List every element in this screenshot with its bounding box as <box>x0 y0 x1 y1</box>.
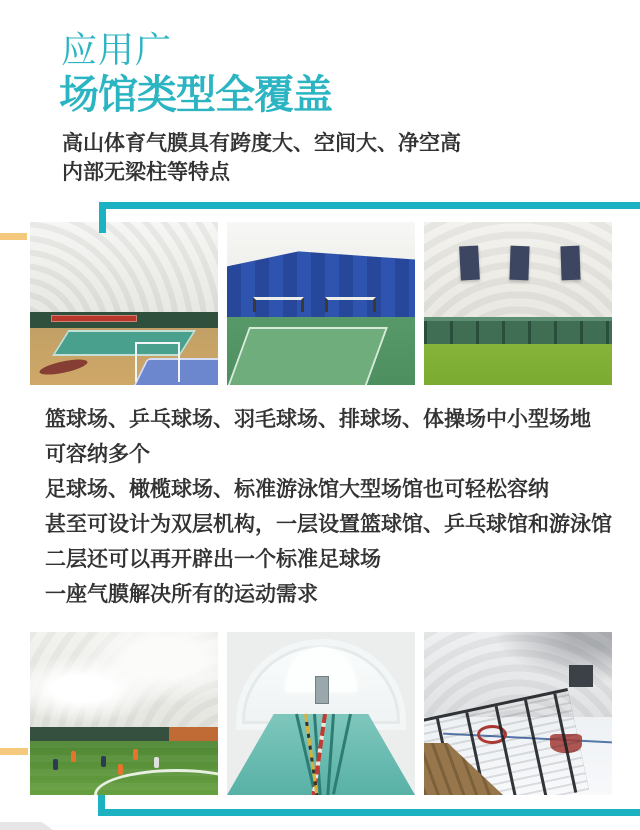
player-figure <box>154 757 159 768</box>
bottom-bracket-horizontal-bar <box>98 809 640 816</box>
soccer-field-dome-photo <box>30 632 218 795</box>
dome-ceiling <box>30 632 218 727</box>
intro-line-2: 内部无梁柱等特点 <box>62 161 230 184</box>
badminton-net <box>325 297 376 312</box>
red-banner <box>51 315 137 322</box>
body-paragraph <box>45 402 620 612</box>
player-figure <box>118 764 123 775</box>
orange-wall-section <box>169 727 218 742</box>
top-bracket-horizontal-bar <box>99 202 640 209</box>
player-figure <box>101 756 106 767</box>
soccer-turf <box>30 741 218 795</box>
field-line-arc <box>94 769 218 795</box>
goal-frame <box>135 342 180 382</box>
gray-corner-shape <box>0 822 53 830</box>
badminton-courts-dome-photo <box>227 222 415 385</box>
green-wall-band <box>30 727 218 742</box>
hanging-banner <box>561 246 581 281</box>
ice-rink-dome-photo <box>424 632 612 795</box>
body-line-2: 可容纳多个 <box>45 443 150 466</box>
artificial-turf <box>424 344 612 385</box>
hanging-banner <box>510 246 530 281</box>
green-wall-band <box>30 312 218 328</box>
body-line-1: 篮球场、乒乓球场、羽毛球场、排球场、体操场中小型场地 <box>45 408 591 431</box>
player-figure <box>133 749 138 760</box>
gallery-row-2 <box>30 632 612 795</box>
body-line-6: 一座气膜解决所有的运动需求 <box>45 583 318 606</box>
lane-line <box>332 713 352 793</box>
intro-line-1: 高山体育气膜具有跨度大、空间大、净空高 <box>62 132 461 155</box>
yellow-edge-dash-top <box>0 233 27 240</box>
heading-subtitle: 应用广 <box>61 29 173 70</box>
swimming-pool-dome-photo <box>227 632 415 795</box>
intro-paragraph <box>62 129 461 187</box>
indoor-multi-court-dome-photo <box>30 222 218 385</box>
wood-floor <box>30 328 218 385</box>
body-line-5: 二层还可以再开辟出一个标准足球场 <box>45 548 381 571</box>
body-line-4: 甚至可设计为双层机构，一层设置篮球馆、乒乓球馆和游泳馆 <box>45 513 612 536</box>
gallery-row-1 <box>30 222 612 385</box>
page-title: 场馆类型全覆盖 <box>59 73 332 117</box>
dark-vent-panel <box>569 665 593 688</box>
turf-mezzanine-dome-photo <box>424 222 612 385</box>
green-floor <box>227 317 415 385</box>
body-line-3: 足球场、橄榄球场、标准游泳馆大型场馆也可轻松容纳 <box>45 478 549 501</box>
yellow-edge-dash-bottom <box>0 748 28 755</box>
badminton-net <box>253 297 304 312</box>
dome-ceiling <box>30 222 218 312</box>
center-court-logo <box>39 356 89 377</box>
hanging-banner <box>459 246 480 281</box>
pool-end-structure <box>315 676 328 704</box>
court-surface <box>227 327 388 385</box>
player-figure <box>71 751 76 762</box>
top-bracket-vertical-stub <box>99 202 106 233</box>
player-figure <box>53 759 58 770</box>
